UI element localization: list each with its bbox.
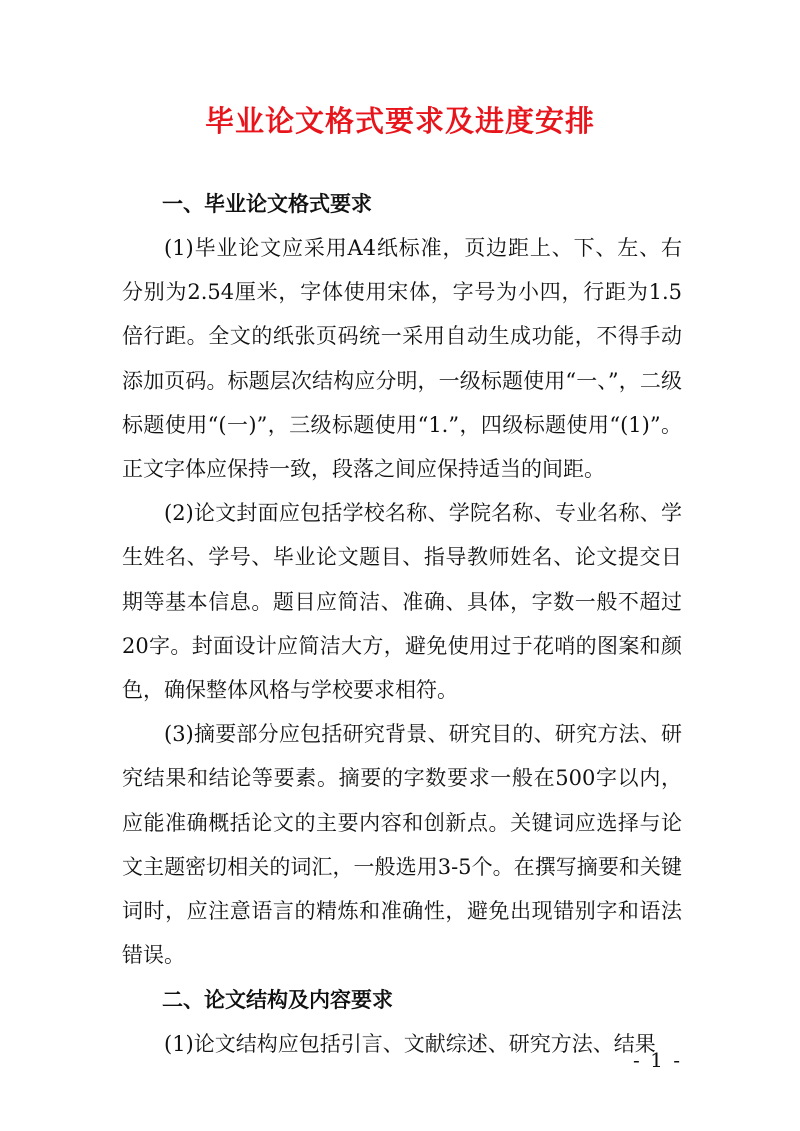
document-body: [122, 183, 682, 1067]
paragraph-1-2: (2)论文封面应包括学校名称、学院名称、专业名称、学生姓名、学号、毕业论文题目、指导教师姓名、论文提交日期等基本信息。题目应简洁、准确、具体，字数一般不超过20字。封面设计应简洁大方，避免使用过于花哨的图案和颜色，确保整体风格与学校要求相符。: [122, 501, 682, 703]
document-title: 毕业论文格式要求及进度安排: [204, 104, 595, 138]
section-heading-2: 二、论文结构及内容要求: [162, 988, 393, 1013]
section-heading-1: 一、毕业论文格式要求: [162, 192, 372, 216]
page-number: - 1 -: [633, 1048, 682, 1072]
paragraph-1-3: (3)摘要部分应包括研究背景、研究目的、研究方法、研究结果和结论等要素。摘要的字数要求一般在500字以内，应能准确概括论文的主要内容和创新点。关键词应选择与论文主题密切相关的词汇，一般选用3-5个。在撰写摘要和关键词时，应注意语言的精炼和准确性，避免出现错别字和语法错误。: [122, 722, 682, 968]
paragraph-2-1: (1)论文结构应包括引言、文献综述、研究方法、结果: [164, 1032, 656, 1057]
paragraph-1-1: (1)毕业论文应采用A4纸标准，页边距上、下、左、右分别为2.54厘米，字体使用宋体，字号为小四，行距为1.5倍行距。全文的纸张页码统一采用自动生成功能，不得手动添加页码。标题层次结构应分明，一级标题使用“一、”，二级标题使用“(一)”，三级标题使用“1.”，四级标题使用“(1)”。正文字体应保持一致，段落之间应保持适当的间距。: [122, 236, 682, 482]
